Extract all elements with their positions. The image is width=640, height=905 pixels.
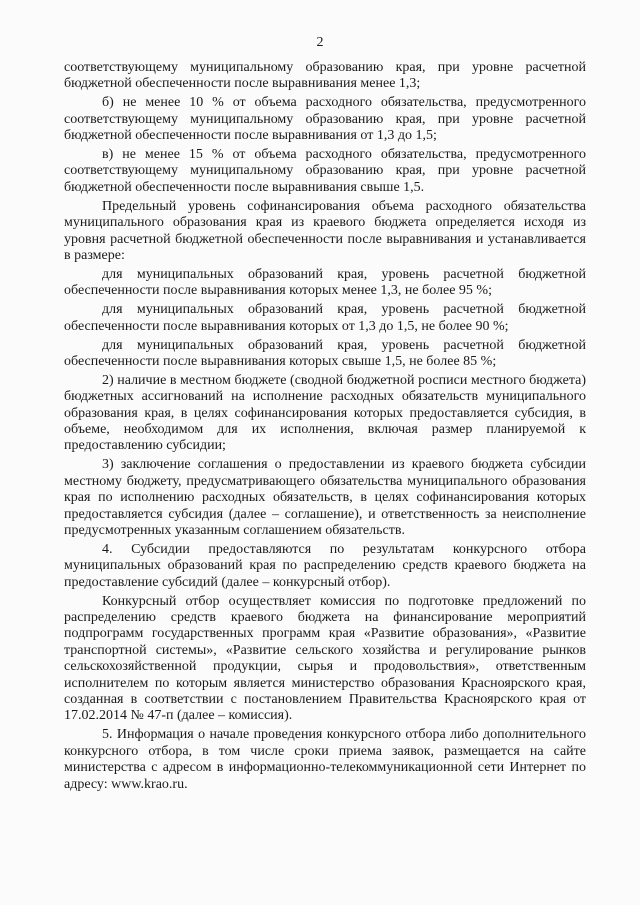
paragraph-item-2: 2) наличие в местном бюджете (сводной бюджетной росписи местного бюджета) бюджетных ассигнований на исполнение расходных обязательств муниципального образования края, в целях софинансирования которых предоставляется субсидия, в объеме, необходимом для их исполнения, включая размер планируемой к предоставлению субсидии; (64, 372, 586, 454)
document-body (64, 60, 586, 795)
paragraph-limit-85: для муниципальных образований края, уровень расчетной бюджетной обеспеченности после выравнивания которых свыше 1,5, не более 85 %; (64, 337, 586, 369)
paragraph-continuation: соответствующему муниципальному образованию края, при уровне расчетной бюджетной обеспеченности после выравнивания менее 1,3; (64, 60, 586, 92)
paragraph-limit-95: для муниципальных образований края, уровень расчетной бюджетной обеспеченности после выравнивания которых менее 1,3, не более 95 %; (64, 266, 586, 299)
paragraph-item-3: 3) заключение соглашения о предоставлении из краевого бюджета субсидии местному бюджету, предусматривающего обязательства муниципального образования края по исполнению расходных обязательств, в целях софинансирования которых предоставляется субсидия (далее – соглашение), и ответственность за неисполнение предусмотренных указанным соглашением обязательств. (64, 457, 586, 538)
paragraph-commission: Конкурсный отбор осуществляет комиссия по подготовке предложений по распределению средств краевого бюджета на финансирование мероприятий подпрограмм государственных программ края «Развитие образования», «Развитие транспортной системы», «Развитие сельского хозяйства и регулирование рынков сельскохозяйственной продукции, сырья и продовольствия», ответственным исполнителем по которым является министерство образования Красноярского края, созданная в соответствии с постановлением Правительства Красноярского края от 17.02.2014 № 47-п (далее – комиссия). (64, 593, 586, 724)
paragraph-limit-90: для муниципальных образований края, уровень расчетной бюджетной обеспеченности после выравнивания которых от 1,3 до 1,5, не более 90 %; (64, 302, 586, 334)
paragraph-item-b: б) не менее 10 % от объема расходного обязательства, предусмотренного соответствующему муниципальному образованию края, при уровне расчетной бюджетной обеспеченности после выравнивания от 1,3 до 1,5; (64, 95, 586, 144)
paragraph-item-4: 4. Субсидии предоставляются по результатам конкурсного отбора муниципальных образований края по распределению средств краевого бюджета на предоставление субсидий (далее – конкурсный отбор). (64, 541, 586, 590)
paragraph-cofinancing-limit: Предельный уровень софинансирования объема расходного обязательства муниципального образования края из краевого бюджета определяется исходя из уровня расчетной бюджетной обеспеченности после выравнивания и устанавливается в размере: (64, 198, 586, 263)
paragraph-item-5: 5. Информация о начале проведения конкурсного отбора либо дополнительного конкурсного отбора, в том числе сроки приема заявок, размещается на сайте министерства с адресом в информационно-телекоммуникационной сети Интернет по адресу: www.krao.ru. (64, 727, 586, 792)
paragraph-item-v: в) не менее 15 % от объема расходного обязательства, предусмотренного соответствующему муниципальному образованию края, при уровне расчетной бюджетной обеспеченности после выравнивания свыше 1,5. (64, 147, 586, 195)
page-number: 2 (316, 35, 324, 50)
